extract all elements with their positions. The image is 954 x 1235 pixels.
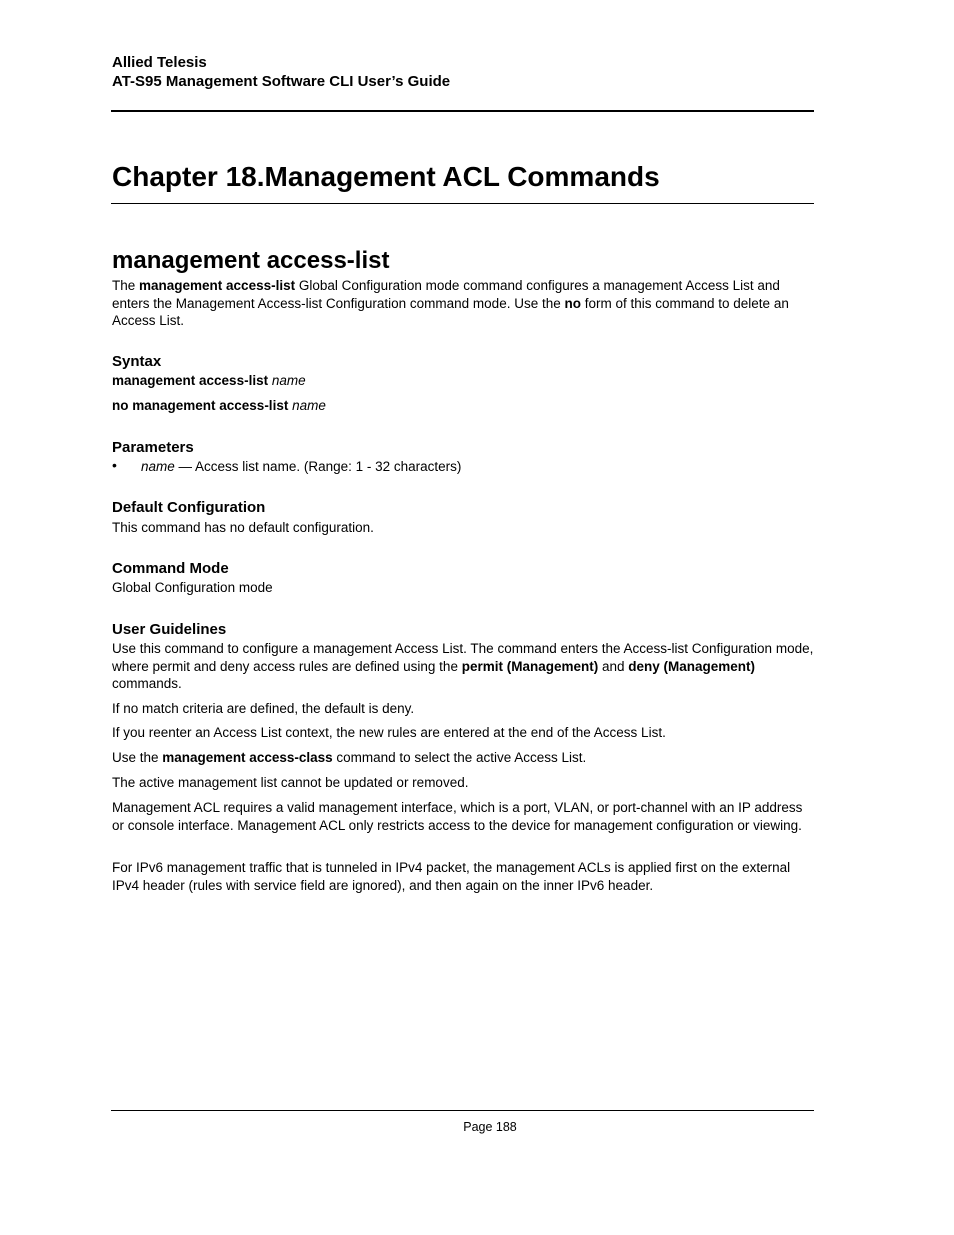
company-name: Allied Telesis [112,54,207,71]
syntax-line-1 [112,372,814,390]
parameter-item [141,458,801,476]
guideline-command: permit (Management) [461,658,599,674]
command-mode-heading: Command Mode [112,560,229,577]
guideline-command: management access-class [162,750,333,765]
intro-text: The [112,278,140,293]
parameter-name: name [141,459,175,474]
page-number: Page 188 [463,1120,517,1134]
syntax-line-2 [112,397,814,415]
guideline-paragraph-5: The active management list cannot be updated or removed. [112,775,469,790]
guideline-text: commands. [112,676,182,691]
parameter-description: — Access list name. (Range: 1 - 32 characters) [174,459,462,474]
syntax-command: no management access-list [112,398,289,413]
guideline-paragraph-7: For IPv6 management traffic that is tunneled in IPv4 packet, the management ACLs is applied first on the external IPv4 header (rules with service field are ignored), and then again on the inner IPv6 header. [112,860,791,893]
syntax-command: management access-list [112,373,269,388]
parameters-heading: Parameters [112,439,194,456]
guideline-paragraph-4 [112,749,814,767]
intro-text: Global Configuration mode command configures a management Access List and enters the Management Access-list Configuration command mode. Use the [112,278,780,311]
guideline-text: Use this command to configure a management Access List. The command enters the Access-list Configuration mode, where permit and deny access rules are defined using the [112,641,814,674]
syntax-argument: name [292,398,326,413]
syntax-argument: name [271,373,306,388]
guideline-paragraph-1 [112,640,814,693]
syntax-heading: Syntax [112,353,162,370]
guideline-paragraph-6: Management ACL requires a valid management interface, which is a port, VLAN, or port-channel with an IP address or console interface. Management ACL only restricts access to the device for management configuration or viewing. [112,800,803,833]
intro-paragraph [112,277,814,330]
default-config-heading: Default Configuration [112,499,266,516]
chapter-title: Chapter 18.Management ACL Commands [112,161,660,192]
default-config-text: This command has no default configuration. [112,520,374,535]
command-mode-text: Global Configuration mode [112,580,273,595]
intro-text: form of this command to delete an Access List. [112,295,789,328]
bullet-icon: • [112,457,117,473]
intro-no-keyword: no [564,295,581,311]
user-guidelines-heading: User Guidelines [112,621,227,638]
guideline-paragraph-2: If no match criteria are defined, the default is deny. [112,701,415,716]
guideline-text: command to select the active Access List. [332,750,587,765]
guideline-text: Use the [112,750,163,765]
guideline-paragraph-3: If you reenter an Access List context, the new rules are entered at the end of the Access List. [112,725,666,740]
chapter-divider [111,203,814,204]
header-divider [111,110,814,112]
command-title: management access-list [112,247,390,274]
footer-divider [111,1110,814,1111]
intro-command: management access-list [139,278,296,293]
guideline-text: and [598,658,629,674]
guide-title: AT-S95 Management Software CLI User’s Guide [112,73,451,90]
guideline-command: deny (Management) [628,658,756,674]
